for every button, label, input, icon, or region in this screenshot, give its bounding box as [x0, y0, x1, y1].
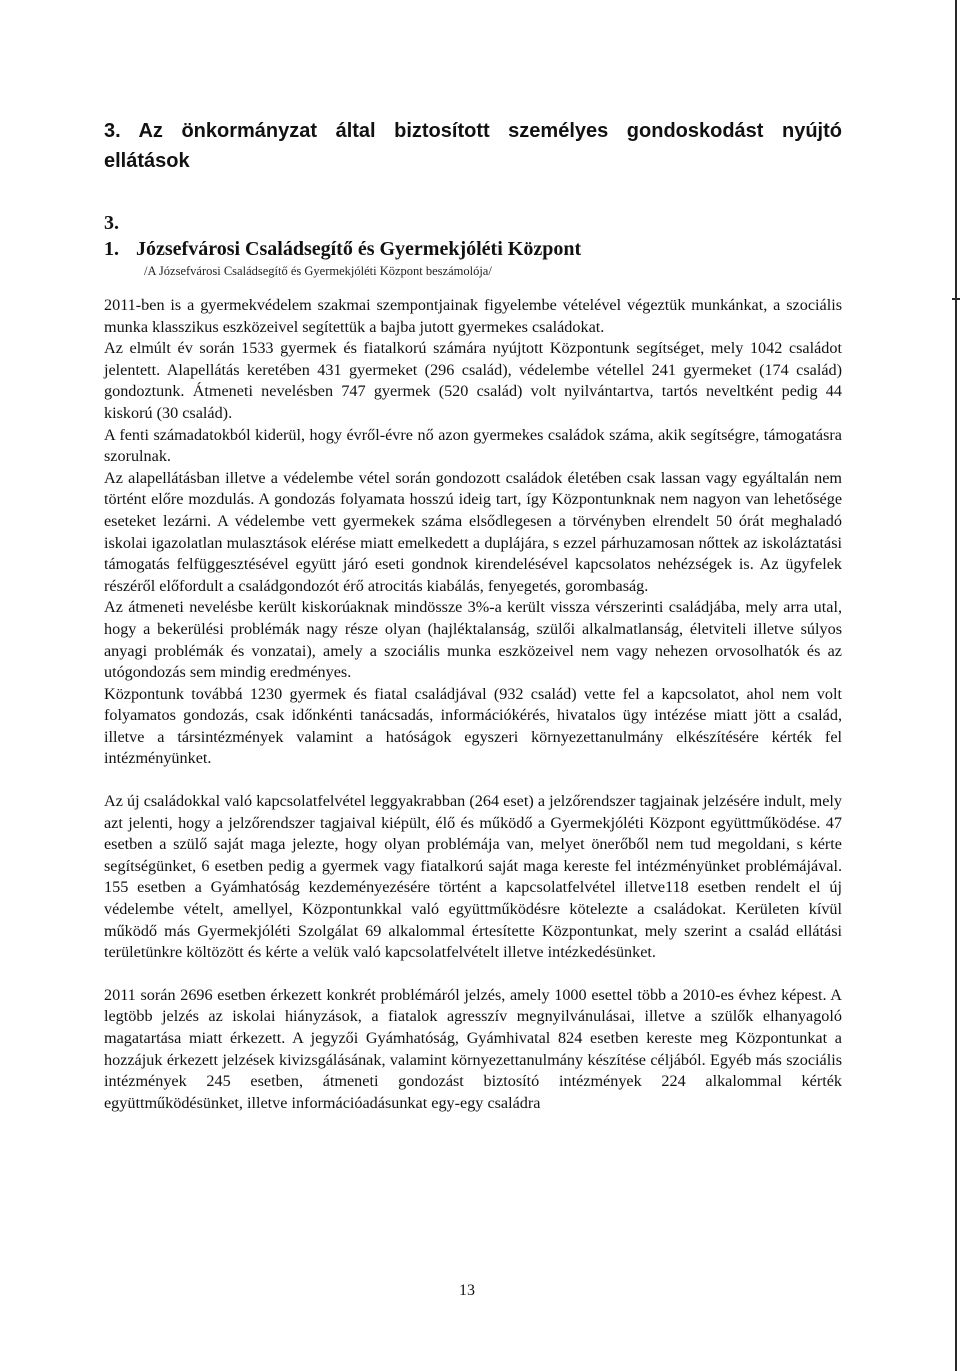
paragraph: Az új családokkal való kapcsolatfelvétel leggyakrabban (264 eset) a jelzőrendszer tagjainak jelzésére indult, mely azt jelenti, hogy a jelzőrendszer tagjaival kiépült, élő és működő a Gyermekjóléti Központ együttműködése. 47 esetben a szülő saját maga jelezte, hogy olyan problémája van, melyet önerőből nem tud megoldani, s kérte segítségünket, 6 esetben pedig a gyermek vagy fiatalkorú saját maga kereste fel intézményünket problémájával. 155 esetben a Gyámhatóság kezdeményezésére történt a kapcsolatfelvétel illetve118 esetben rendelt el új védelembe vételt, amellyel, Központunkkal való együttműködésre kötelezte a családokat. Kerületen kívül működő más Gyermekjóléti Szolgálat 69 alkalommal értesítette Központunkat, mely szerint a család ellátási területünkre költözött és kérte a velük való kapcsolatfelvételt illetve intézkedésünket.	[104, 792, 842, 962]
body-text	[104, 295, 842, 1114]
section-title: Józsefvárosi Családsegítő és Gyermekjóléti Központ	[136, 238, 582, 260]
section-heading	[104, 210, 842, 262]
page-edge-line	[955, 0, 957, 1371]
section-number: 3. 1.	[104, 212, 119, 260]
page-number: 13	[459, 1282, 475, 1299]
page-content	[104, 116, 842, 1114]
page-edge-tick	[952, 298, 960, 300]
paragraph: Központunk továbbá 1230 gyermek és fiatal családjával (932 család) vette fel a kapcsolatot, ahol nem volt folyamatos gondozás, csak időnkénti tanácsadás, információkérés, hivatalos ügy intézése miatt jött a család, illetve a társintézmények valamint a hatóságok egyszeri környezettanulmány elkészítésére kérték fel intézményünket.	[104, 684, 842, 768]
section-source-note: /A Józsefvárosi Családsegítő és Gyermekjóléti Központ beszámolója/	[144, 264, 492, 278]
paragraph: 2011 során 2696 esetben érkezett konkrét problémáról jelzés, amely 1000 esettel több a 2010-es évhez képest. A legtöbb jelzés az iskolai hiányzások, a fiatalok agresszív megnyilvánulásai, illetve a szülők elhanyagoló magatartása miatt érkezett. A jegyzői Gyámhatóság, Gyámhivatal 824 esetben kereste meg Központunkat a hozzájuk érkezett jelzések kivizsgálásának, valamint környezettanulmány készítése céljából. Egyéb más szociális intézmények 245 esetben, átmeneti gondozást biztosító intézmények 224 alkalommal kérték együttműködésünket, illetve információadásunkat egy-egy családra	[104, 985, 842, 1112]
chapter-title: 3. Az önkormányzat által biztosított személyes gondoskodást nyújtó ellátások	[104, 120, 842, 172]
paragraph: Az alapellátásban illetve a védelembe vétel során gondozott családok életében csak lassan vagy egyáltalán nem történt előre mozdulás. A gondozás folyamata hosszú ideig tart, így Központunknak nem nagyon van lehetősége eseteket lezárni. A védelembe vett gyermekek száma elsődlegesen a törvényben elrendelt 50 órát meghaladó iskolai igazolatlan mulasztások elérése miatt emelkedett a duplájára, s ezzel párhuzamosan nőttek az iskoláztatási támogatás felfüggesztésével együtt járó eseti gondnok kirendelésével kapcsolatos nehézségek is. Az ügyfelek részéről előfordult a családgondozót érő atrocitás kiabálás, fenyegetés, gorombaság.	[104, 468, 842, 595]
paragraph: 2011-ben is a gyermekvédelem szakmai szempontjainak figyelembe vételével végeztük munkánkat, a szociális munka klasszikus eszközeivel segítettük a bajba jutott gyermekes családokat.	[104, 296, 842, 336]
paragraph: Az elmúlt év során 1533 gyermek és fiatalkorú számára nyújtott Központunk segítséget, mely 1042 családot jelentett. Alapellátás keretében 431 gyermeket (296 család), védelembe vétellel 241 gyermeket (174 család) gondoztunk. Átmeneti nevelésben 747 gyermek (520 család) volt nyilvántartva, tartós neveltként pedig 44 kiskorú (30 család).	[104, 339, 842, 422]
paragraph: Az átmeneti nevelésbe került kiskorúaknak mindössze 3%-a került vissza vérszerinti családjába, mely arra utal, hogy a bekerülési problémák nagy része olyan (hajléktalanság, szülői alkalmatlanság, életviteli illetve súlyos anyagi problémák és vonzatai), amely a szociális munka eszközeivel nem vagy nehezen orvosolhatók és az utógondozás sem mindig eredményes.	[104, 598, 842, 682]
paragraph: A fenti számadatokból kiderül, hogy évről-évre nő azon gyermekes családok száma, akik segítségre, támogatásra szorulnak.	[104, 425, 842, 466]
